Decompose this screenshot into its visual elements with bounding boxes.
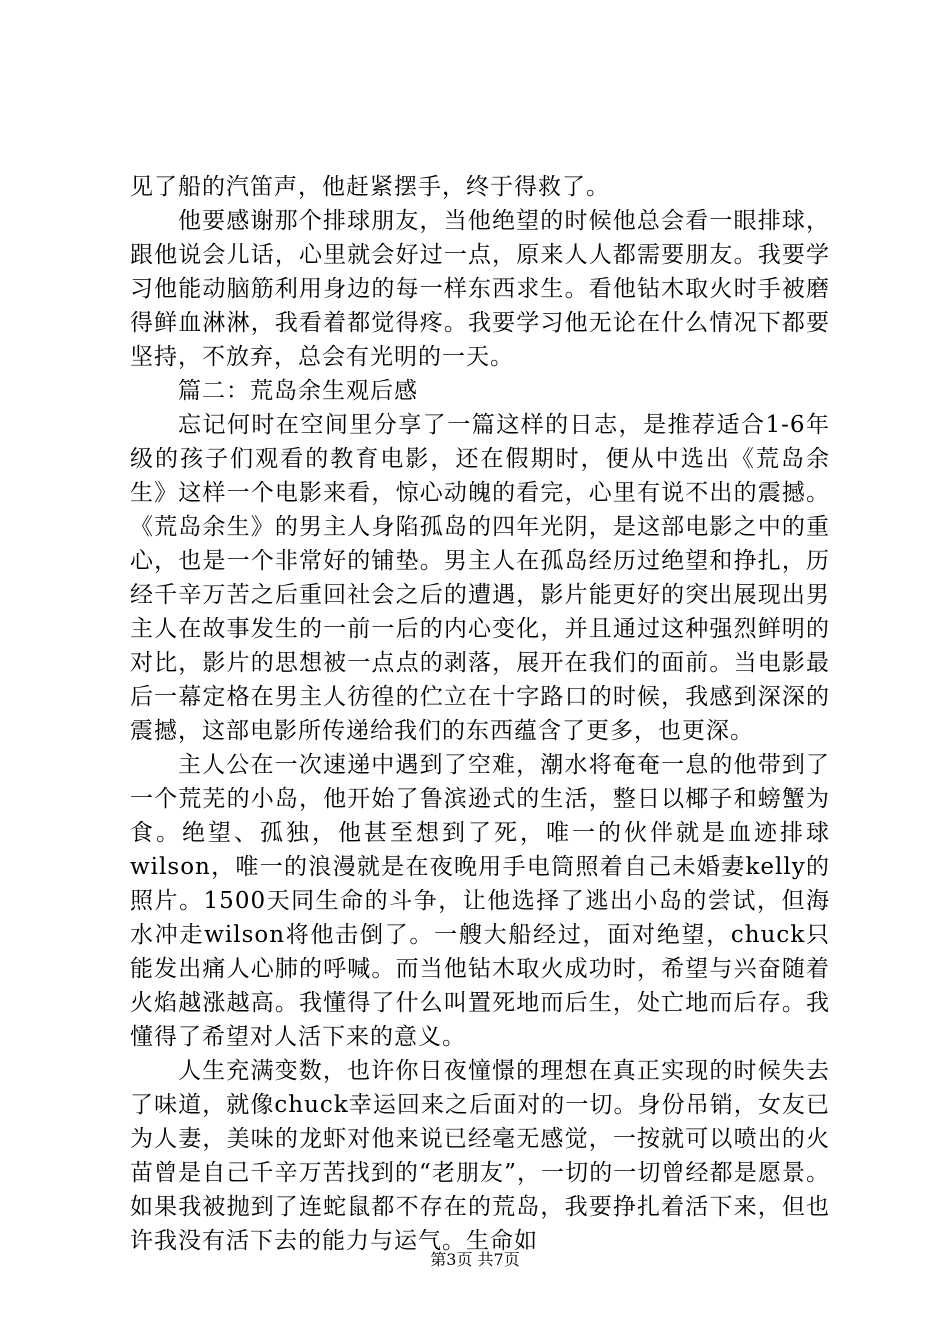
paragraph-intro: 忘记何时在空间里分享了一篇这样的日志，是推荐适合1-6年级的孩子们观看的教育电影，还在假期时，便从中选出《荒岛余生》这样一个电影来看，惊心动魄的看完，心里有说不出的震撼。《荒岛余生》的男主人身陷孤岛的四年光阴，是这部电影之中的重心，也是一个非常好的铺垫。男主人在孤岛经历过绝望和挣扎，历经千辛万苦之后重回社会之后的遭遇，影片能更好的突出展现出男主人在故事发生的一前一后的内心变化，并且通过这种强烈鲜明的对比，影片的思想被一点点的剥落，展开在我们的面前。当电影最后一幕定格在男主人彷徨的伫立在十字路口的时候，我感到深深的震撼，这部电影所传递给我们的东西蕴含了更多，也更深。 [130, 412, 830, 744]
paragraph-continuation: 见了船的汽笛声，他赶紧摆手，终于得救了。 [130, 174, 610, 200]
page-footer: 第3页 共7页 [430, 1250, 520, 1269]
paragraph-volleyball-friend: 他要感谢那个排球朋友，当他绝望的时候他总会看一眼排球，跟他说会儿话，心里就会好过一点，原来人人都需要朋友。我要学习他能动脑筋利用身边的每一样东西求生。看他钻木取火时手被磨得鲜血淋淋，我看着都觉得疼。我要学习他无论在什么情况下都要坚持，不放弃，总会有光明的一天。 [130, 208, 830, 370]
section-heading: 篇二：荒岛余生观后感 [178, 378, 418, 404]
paragraph-plot: 主人公在一次速递中遇到了空难，潮水将奄奄一息的他带到了一个荒芜的小岛，他开始了鲁滨逊式的生活，整日以椰子和螃蟹为食。绝望、孤独，他甚至想到了死，唯一的伙伴就是血迹排球wilson，唯一的浪漫就是在夜晚用手电筒照着自己未婚妻kelly的照片。1500天同生命的斗争，让他选择了逃出小岛的尝试，但海水冲走wilson将他击倒了。一艘大船经过，面对绝望，chuck只能发出痛人心肺的呼喊。而当他钻木取火成功时，希望与兴奋随着火焰越涨越高。我懂得了什么叫置死地而后生，处亡地而后存。我懂得了希望对人活下来的意义。 [130, 752, 830, 1050]
document-body [130, 170, 830, 1258]
paragraph-reflection: 人生充满变数，也许你日夜憧憬的理想在真正实现的时候失去了味道，就像chuck幸运回来之后面对的一切。身份吊销，女友已为人妻，美味的龙虾对他来说已经毫无感觉，一按就可以喷出的火苗曾是自己千辛万苦找到的“老朋友”，一切的一切曾经都是愿景。如果我被抛到了连蛇鼠都不存在的荒岛，我要挣扎着活下来，但也许我没有活下去的能力与运气。生命如 [130, 1058, 830, 1254]
